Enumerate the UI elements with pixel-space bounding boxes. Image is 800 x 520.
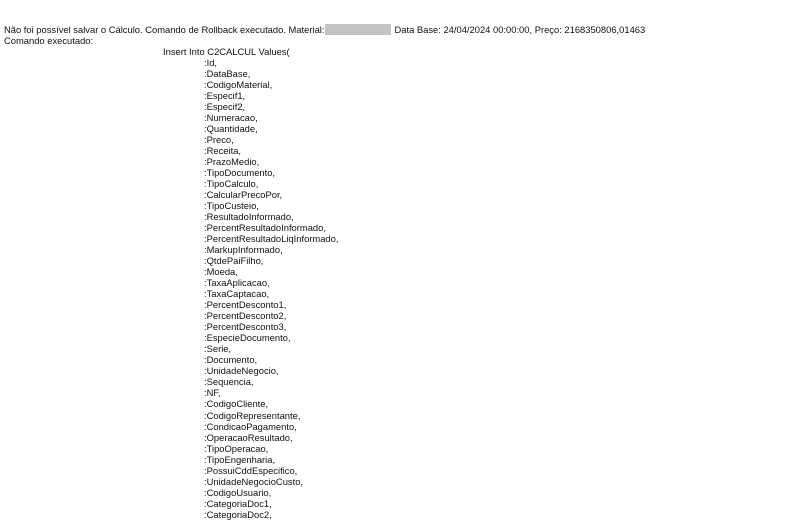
- sql-param: :CodigoUsuario,: [204, 486, 272, 498]
- sql-param: :DataBase,: [204, 68, 251, 80]
- sql-param: :TaxaCaptacao,: [204, 288, 270, 300]
- sql-param: :Quantidade,: [204, 123, 258, 135]
- sql-param: :Especif1,: [204, 90, 246, 102]
- sql-params-list: [204, 57, 338, 520]
- sql-statement: Insert Into C2CALCUL Values(: [163, 46, 290, 57]
- sql-param: :CategoriaDoc1,: [204, 497, 272, 509]
- sql-param: :TipoCusteio,: [204, 200, 259, 212]
- sql-param: :CodigoRepresentante,: [204, 409, 301, 421]
- sql-param: :MarkupInformado,: [204, 244, 283, 256]
- sql-param: :Especif2,: [204, 101, 246, 113]
- sql-param: :PercentResultadoLiqInformado,: [204, 233, 339, 245]
- sql-param: :TaxaAplicacao,: [204, 277, 270, 289]
- sql-param: :OperacaoResultado,: [204, 431, 293, 443]
- sql-param: :PrazoMedio,: [204, 156, 260, 168]
- sql-param: :Preco,: [204, 134, 234, 146]
- sql-param: :UnidadeNegocioCusto,: [204, 475, 304, 487]
- sql-param: :CodigoCliente,: [204, 398, 269, 410]
- sql-param: :Receita,: [204, 145, 241, 157]
- sql-param: :TipoCalculo,: [204, 178, 259, 190]
- sql-param: :PercentDesconto1,: [204, 299, 287, 311]
- sql-param: :CategoriaDoc2,: [204, 508, 272, 520]
- sql-param: :Sequencia,: [204, 376, 254, 388]
- sql-param: :CodigoMaterial,: [204, 79, 273, 91]
- error-details: Data Base: 24/04/2024 00:00:00, Preço: 2168350806,01463: [394, 24, 646, 35]
- sql-param: :Serie,: [204, 343, 232, 355]
- sql-param: :NF,: [204, 387, 221, 399]
- error-message-line: [4, 24, 645, 35]
- sql-param: :PercentDesconto2,: [204, 310, 287, 322]
- sql-param: :TipoEngenharia,: [204, 453, 276, 465]
- sql-param: :ResultadoInformado,: [204, 211, 294, 223]
- sql-param: :PercentResultadoInformado,: [204, 222, 326, 234]
- sql-param: :UnidadeNegocio,: [204, 365, 279, 377]
- sql-param: :TipoOperacao,: [204, 442, 269, 454]
- redacted-material: [325, 24, 391, 35]
- sql-param: :TipoDocumento,: [204, 167, 276, 179]
- sql-param: :Documento,: [204, 354, 258, 366]
- error-message: Não foi possível salvar o Cálculo. Comando de Rollback executado. Material:: [4, 24, 325, 35]
- sql-param: :CalcularPrecoPor,: [204, 189, 283, 201]
- sql-param: :CondicaoPagamento,: [204, 420, 297, 432]
- sql-param: :EspecieDocumento,: [204, 332, 291, 344]
- sql-param: :Numeracao,: [204, 112, 258, 124]
- sql-param: :Moeda,: [204, 266, 238, 278]
- sql-param: :QtdePaiFilho,: [204, 255, 264, 267]
- sql-param: :PossuiCddEspecifico,: [204, 464, 298, 476]
- command-label: Comando executado:: [4, 35, 94, 46]
- sql-param: :Id,: [204, 57, 218, 68]
- sql-param: :PercentDesconto3,: [204, 321, 287, 333]
